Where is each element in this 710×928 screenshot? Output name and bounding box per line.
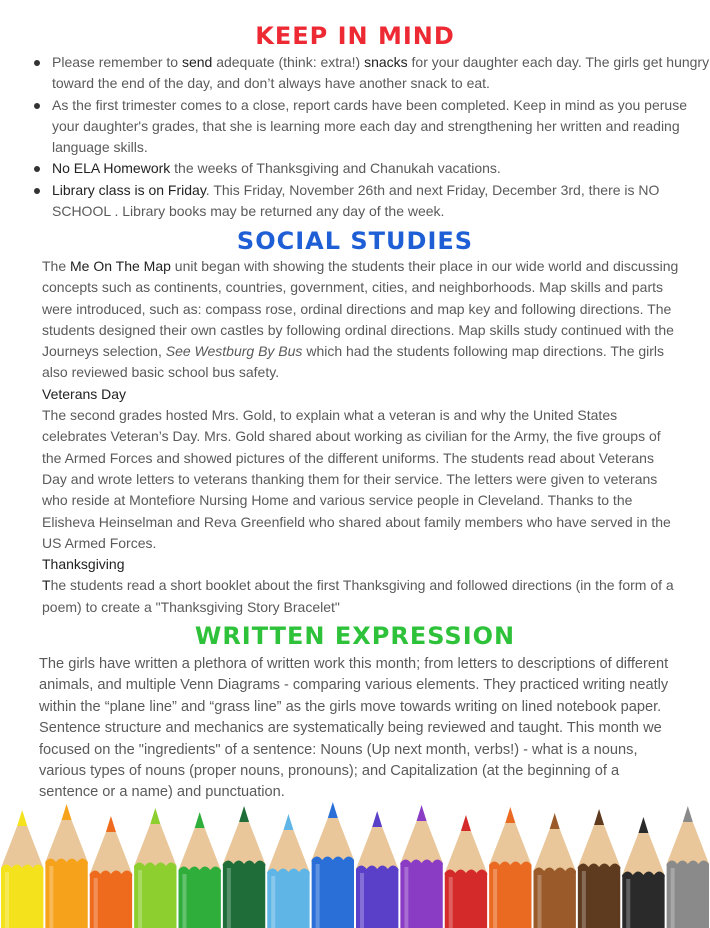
colored-pencils-image: [0, 798, 710, 928]
pencil-wood: [312, 818, 354, 860]
thanksgiving-text: [42, 575, 682, 618]
item-text: . This Friday, November 26th and next Friday, December 3rd, there is NO SCHOOL . Library books may be returned any day of the week.: [52, 181, 660, 220]
pencil-tip: [372, 811, 382, 827]
pencil-wood: [267, 830, 309, 872]
pencil: [223, 806, 265, 928]
pencil-tip: [550, 813, 560, 829]
pencil: [445, 815, 487, 928]
written-expression-text: The girls have written a plethora of written work this month; from letters to descriptions of different animals, and multiple Venn Diagrams - comparing various elements. They practiced writing neatly within the “plane line” and “grass line” as the girls move towards writing on lined notebook paper. Sentence structure and mechanics are systematically being reviewed and taught. This month we focused on the "ingredients" of a sentence: Nouns (Up next month, verbs!) - what is a nouns, various types of nouns (proper nouns, pronouns); and Capitalization (at the beginning of a sentence or a name) and punctuation.: [39, 656, 669, 801]
pencil-tip: [195, 812, 205, 828]
item-emphasis: send: [181, 54, 213, 70]
pencil: [267, 814, 309, 928]
pencil-wood: [578, 825, 620, 867]
thanksgiving-title: Thanksgiving: [42, 556, 125, 573]
pencil: [622, 817, 664, 928]
pencil-wood: [179, 828, 221, 870]
pencil-highlight: [5, 872, 9, 928]
keep-in-mind-list: [26, 52, 710, 222]
intro-text: unit began with showing the students their place in our wide world and discussing concepts such as continents, countries, government, cities, and neighborhoods. Map skills and parts were introduced, such as: compass rose, ordinal directions and map key and following directions. The students designed their own castles by following ordinal directions. Map skills study continued with the Journeys selection,: [42, 258, 679, 360]
pencil-tip: [106, 816, 116, 832]
pencil: [1, 810, 43, 928]
pencil-tip: [17, 810, 27, 826]
pencil-tip: [417, 805, 427, 821]
pencil-wood: [534, 829, 576, 871]
pencil: [90, 816, 132, 928]
thanksgiving-first-letter: T: [42, 577, 51, 594]
pencil: [534, 813, 576, 928]
item-lead: Library class is on Friday: [52, 181, 206, 198]
pencil-highlight: [49, 866, 53, 928]
pencil-highlight: [271, 876, 275, 928]
social-studies-heading: SOCIAL STUDIES: [236, 227, 474, 255]
pencil-tip: [638, 817, 648, 833]
pencil-highlight: [538, 875, 542, 928]
pencil-wood: [90, 832, 132, 874]
thanksgiving-body: he students read a short booklet about the first Thanksgiving and followed directions (in the form of a poem) to create a "Thanksgiving Story Bracelet": [42, 577, 674, 615]
list-item: [52, 52, 710, 95]
pencil-wood: [489, 823, 531, 865]
pencil-highlight: [626, 879, 630, 928]
pencil-wood: [1, 826, 43, 868]
pencil-wood: [223, 822, 265, 864]
pencil-highlight: [493, 869, 497, 928]
pencil: [489, 807, 531, 928]
item-text: for your daughter each day. The girls get hungry toward the end of the day, and don’t always have another snack to eat.: [52, 54, 710, 92]
pencil: [134, 808, 176, 928]
item-text: As the first trimester comes to a close, report cards have been completed. Keep in mind as you peruse your daughter's grades, that she is learning more each day and strengthening her written and reading language skills.: [52, 96, 687, 156]
intro-text: which had the students following map directions. The girls also reviewed basic school bus safety.: [42, 343, 665, 381]
pencil-tip: [62, 804, 72, 820]
pencil-highlight: [582, 871, 586, 928]
pencil-tip: [283, 814, 293, 830]
item-lead: No ELA Homework: [52, 160, 171, 177]
pencil: [45, 804, 87, 928]
item-emphasis: snacks: [364, 54, 408, 70]
pencil-highlight: [671, 868, 675, 928]
pencil-wood: [445, 831, 487, 873]
pencil-highlight: [227, 868, 231, 928]
item-text: adequate (think: extra!): [212, 54, 365, 70]
pencil: [400, 805, 442, 928]
social-intro: [42, 256, 682, 384]
item-text: Please remember to: [52, 54, 182, 70]
pencil-highlight: [404, 867, 408, 928]
pencil-wood: [356, 827, 398, 869]
pencil-highlight: [449, 877, 453, 928]
veterans-day-title: Veterans Day: [42, 385, 127, 402]
pencil-highlight: [94, 878, 98, 928]
list-item: [52, 180, 710, 223]
pencil-highlight: [360, 873, 364, 928]
pencil-highlight: [316, 864, 320, 928]
pencil: [312, 802, 354, 928]
pencil-wood: [45, 820, 87, 862]
pencil: [356, 811, 398, 928]
list-item: [52, 158, 710, 179]
pencil: [667, 806, 709, 928]
pencil-highlight: [138, 870, 142, 928]
veterans-day-text: The second grades hosted Mrs. Gold, to explain what a veteran is and why the United States celebrates Veteran’s Day. Mrs. Gold shared about working as civilian for the Army, the five groups of the Armed Forces and showed pictures of the different uniforms. The students read about Veterans Day and wrote letters to veterans thanking them for their service. The letters were given to veterans who reside at Montefiore Nursing Home and various service people in Cleveland. Thanks to the Elisheva Heinselman and Reva Greenfield who shared about family members who have served in the US Armed Forces.: [42, 407, 671, 551]
book-title: See Westburg By Bus: [165, 343, 303, 360]
pencil-tip: [594, 809, 604, 825]
pencil: [179, 812, 221, 928]
item-text: the weeks of Thanksgiving and Chanukah vacations.: [170, 160, 501, 177]
intro-text: The: [42, 258, 71, 274]
pencil-tip: [239, 806, 249, 822]
pencil-wood: [622, 833, 664, 875]
written-expression-heading: WRITTEN EXPRESSION: [194, 622, 516, 650]
pencil-wood: [400, 821, 442, 863]
unit-name: Me On The Map: [70, 258, 171, 274]
social-studies-section: [42, 256, 682, 618]
pencil-tip: [505, 807, 515, 823]
pencil-tip: [683, 806, 693, 822]
pencil-wood: [667, 822, 709, 864]
pencil-tip: [328, 802, 338, 818]
pencil-wood: [134, 824, 176, 866]
list-item: [52, 95, 710, 159]
pencil: [578, 809, 620, 928]
pencil-tip: [150, 808, 160, 824]
pencil-tip: [461, 815, 471, 831]
pencil-highlight: [183, 874, 187, 928]
keep-in-mind-heading: KEEP IN MIND: [255, 22, 455, 50]
